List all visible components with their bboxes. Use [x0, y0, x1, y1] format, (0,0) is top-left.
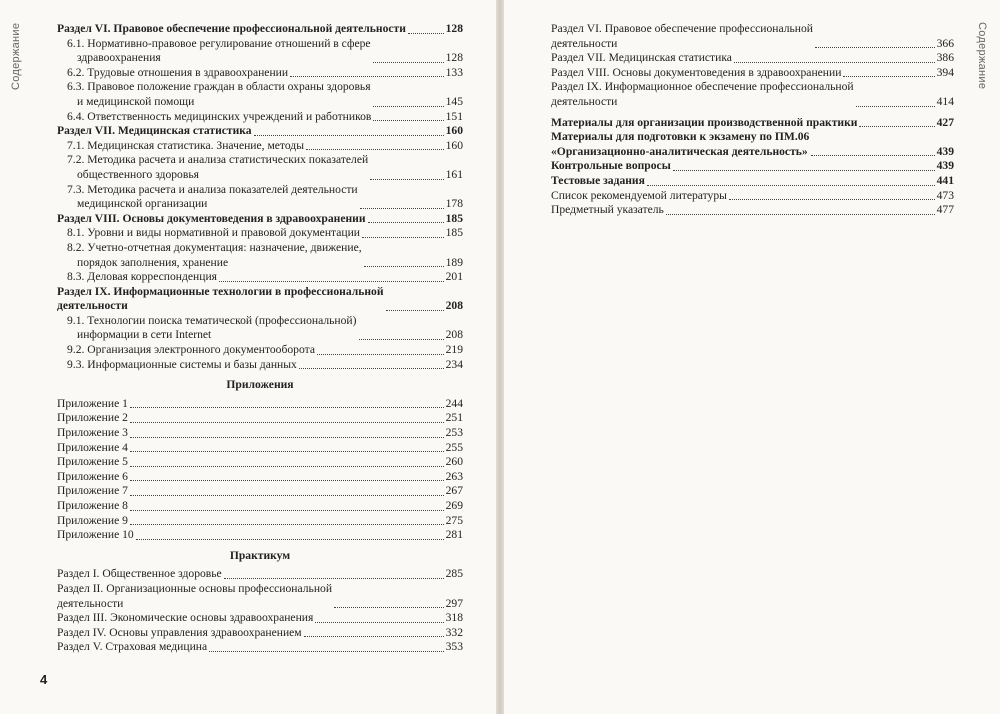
- toc-entry-title: Раздел VI. Правовое обеспечение профессиональной деятельности: [57, 22, 406, 35]
- toc-entry-title: 6.3. Правовое положение граждан в области охраны здоровья и медицинской помощи: [67, 80, 371, 108]
- toc-entry-page: 269: [445, 499, 463, 512]
- dot-leader: [254, 135, 444, 136]
- toc-entry-page: 234: [445, 357, 463, 371]
- dot-leader: [130, 466, 444, 467]
- toc-entry-title: Приложение 9: [57, 513, 128, 527]
- dot-leader: [734, 62, 935, 63]
- toc-entry-title: 8.2. Учетно-отчетная документация: назначение, движение, порядок заполнения, хранение: [67, 240, 362, 269]
- toc-entry[interactable]: [57, 212, 463, 227]
- toc-entry-page: 161: [445, 167, 463, 181]
- dot-leader: [130, 524, 444, 525]
- toc-entry-title: Раздел III. Экономические основы здравоохранения: [57, 611, 314, 625]
- dot-leader: [666, 214, 935, 215]
- toc-entry[interactable]: [551, 51, 954, 66]
- dot-leader: [360, 208, 444, 209]
- toc-entry-title: Приложение 5: [57, 455, 128, 469]
- toc-entry[interactable]: [57, 285, 463, 314]
- toc-entry[interactable]: [57, 183, 463, 212]
- toc-entry-title: 8.3. Деловая корреспонденция: [67, 270, 217, 284]
- toc-entry-title: Контрольные вопросы: [551, 159, 671, 173]
- dot-leader: [130, 510, 444, 511]
- toc-entry-page: 244: [445, 396, 463, 410]
- dot-leader: [304, 636, 444, 637]
- toc-entry-page: 208: [445, 299, 463, 313]
- toc-entry-title: 7.1. Медицинская статистика. Значение, методы: [67, 138, 304, 152]
- toc-appendices: [57, 397, 463, 543]
- toc-entry-page: 145: [445, 94, 463, 108]
- toc-entry[interactable]: [57, 139, 463, 154]
- toc-entry-page: 281: [445, 528, 463, 542]
- toc-entry-page: 318: [445, 611, 463, 625]
- toc-entry-page: 439: [936, 159, 954, 173]
- toc-entry-title: Раздел VIII. Основы документоведения в здравоохранении: [551, 65, 842, 79]
- toc-entry[interactable]: [57, 484, 463, 499]
- dot-leader: [408, 33, 444, 34]
- toc-entry-page: 297: [445, 596, 463, 610]
- running-head-right: Содержание: [976, 22, 988, 90]
- toc-entry-title: Тестовые задания: [551, 173, 645, 187]
- toc-entry[interactable]: [57, 441, 463, 456]
- toc-entry[interactable]: [551, 130, 954, 159]
- dot-leader: [815, 47, 935, 48]
- toc-entry-title: 6.1. Нормативно-правовое регулирование отношений в сфере здравоохранения: [67, 36, 371, 65]
- toc-entry[interactable]: [57, 358, 463, 373]
- toc-entry-page: 151: [445, 109, 463, 123]
- toc-entry[interactable]: [57, 426, 463, 441]
- toc-entry-page: 427: [936, 115, 954, 129]
- dot-leader: [306, 149, 444, 150]
- dot-leader: [315, 622, 443, 623]
- dot-leader: [373, 106, 444, 107]
- dot-leader: [136, 539, 444, 540]
- toc-entry[interactable]: [551, 189, 954, 204]
- dot-leader: [729, 199, 935, 200]
- toc-entry-title: Раздел IX. Информационные технологии в профессиональной деятельности: [57, 284, 384, 313]
- toc-entry-title: 6.2. Трудовые отношения в здравоохранении: [67, 65, 289, 79]
- toc-entry-page: 394: [936, 65, 954, 79]
- toc-entry[interactable]: [57, 226, 463, 241]
- toc-right-column: [551, 22, 954, 218]
- dot-leader: [209, 651, 443, 652]
- dot-leader: [368, 222, 444, 223]
- toc-entry-page: 414: [936, 94, 954, 108]
- toc-entry[interactable]: [551, 116, 954, 131]
- toc-entry-title: 7.2. Методика расчета и анализа статистических показателей общественного здоровья: [67, 153, 369, 181]
- toc-entry[interactable]: [57, 22, 463, 37]
- toc-entry-page: 133: [445, 65, 463, 79]
- toc-entry[interactable]: [57, 153, 463, 182]
- toc-sections: [57, 22, 463, 372]
- toc-entry[interactable]: [57, 314, 463, 343]
- dot-leader: [373, 120, 443, 121]
- dot-leader: [299, 368, 444, 369]
- toc-entry-page: 208: [445, 328, 463, 342]
- toc-entry[interactable]: [57, 626, 463, 641]
- running-head-left: Содержание: [10, 22, 22, 90]
- toc-entry-page: 185: [445, 226, 463, 240]
- toc-entry-page: 275: [445, 513, 463, 527]
- toc-entry-page: 255: [445, 440, 463, 454]
- toc-entry[interactable]: [57, 80, 463, 109]
- toc-entry-title: Материалы для организации производственной практики: [551, 115, 858, 129]
- dot-leader: [130, 495, 444, 496]
- toc-entry-page: 267: [445, 484, 463, 498]
- toc-entry[interactable]: [57, 455, 463, 470]
- toc-entry-page: 477: [936, 203, 954, 217]
- toc-entry-title: Раздел VII. Медицинская статистика: [551, 51, 732, 65]
- toc-entry-page: 441: [936, 173, 954, 187]
- page-number: 4: [40, 672, 48, 687]
- toc-entry-page: 185: [445, 211, 463, 225]
- toc-entry-title: Приложение 6: [57, 469, 128, 483]
- toc-entry[interactable]: [57, 124, 463, 139]
- toc-entry[interactable]: [57, 397, 463, 412]
- dot-leader: [224, 578, 444, 579]
- dot-leader: [219, 281, 444, 282]
- toc-entry[interactable]: [57, 567, 463, 582]
- dot-leader: [856, 106, 935, 107]
- toc-entry-title: 8.1. Уровни и виды нормативной и правовой документации: [67, 226, 360, 240]
- toc-entry-title: Приложение 10: [57, 528, 134, 542]
- dot-leader: [386, 310, 444, 311]
- toc-entry-title: Раздел VI. Правовое обеспечение профессиональной деятельности: [551, 22, 813, 50]
- toc-entry-title: Раздел V. Страховая медицина: [57, 640, 208, 654]
- toc-entry-title: Раздел II. Организационные основы профессиональной деятельности: [57, 581, 333, 610]
- toc-entry[interactable]: [57, 270, 463, 285]
- toc-entry-title: 9.2. Организация электронного документооборота: [67, 343, 315, 357]
- toc-entry-title: Раздел VIII. Основы документоведения в здравоохранении: [57, 211, 366, 225]
- toc-entry-title: Приложение 7: [57, 484, 128, 498]
- dot-leader: [317, 354, 444, 355]
- toc-entry-title: Приложение 2: [57, 411, 128, 425]
- toc-entry-title: Раздел IV. Основы управления здравоохранением: [57, 625, 302, 639]
- toc-entry-page: 366: [936, 36, 954, 50]
- toc-entry-page: 473: [936, 188, 954, 202]
- toc-entry-page: 253: [445, 426, 463, 440]
- toc-entry[interactable]: [57, 110, 463, 125]
- toc-entry[interactable]: [57, 470, 463, 485]
- toc-entry[interactable]: [551, 203, 954, 218]
- dot-leader: [362, 237, 444, 238]
- toc-entry-page: 260: [445, 455, 463, 469]
- dot-leader: [130, 451, 444, 452]
- toc-practicum-left: [57, 567, 463, 655]
- toc-extras: [551, 116, 954, 218]
- toc-entry-page: 332: [445, 625, 463, 639]
- dot-leader: [811, 155, 934, 156]
- dot-leader: [647, 185, 935, 186]
- dot-leader: [843, 76, 934, 77]
- toc-entry-title: Материалы для подготовки к экзамену по ПМ.06 «Организационно-аналитическая деятельность»: [551, 130, 810, 158]
- toc-entry-title: Приложение 8: [57, 499, 128, 512]
- toc-entry-page: 439: [936, 144, 954, 158]
- dot-leader: [370, 179, 443, 180]
- toc-entry-title: Раздел VII. Медицинская статистика: [57, 124, 252, 138]
- toc-entry-title: Приложение 1: [57, 396, 128, 410]
- toc-entry[interactable]: [551, 66, 954, 81]
- toc-entry-page: 251: [445, 411, 463, 425]
- dot-leader: [130, 422, 444, 423]
- toc-entry-page: 189: [445, 255, 463, 269]
- toc-entry[interactable]: [551, 174, 954, 189]
- toc-practicum-right: [551, 22, 954, 110]
- toc-entry-page: 201: [445, 270, 463, 284]
- toc-left-column: [57, 22, 463, 655]
- dot-leader: [859, 126, 934, 127]
- toc-entry[interactable]: [57, 37, 463, 66]
- toc-entry-page: 160: [445, 124, 463, 138]
- toc-entry[interactable]: [57, 66, 463, 81]
- toc-entry-page: 219: [445, 343, 463, 357]
- dot-leader: [673, 170, 935, 171]
- toc-entry[interactable]: [551, 159, 954, 174]
- toc-entry-page: 178: [445, 197, 463, 211]
- appendix-heading: Приложения: [226, 378, 294, 392]
- toc-entry[interactable]: [57, 514, 463, 529]
- dot-leader: [130, 407, 444, 408]
- toc-entry-title: 6.4. Ответственность медицинских учреждений и работников: [67, 109, 372, 123]
- toc-entry-page: 285: [445, 567, 463, 581]
- toc-entry[interactable]: [57, 582, 463, 611]
- dot-leader: [334, 607, 444, 608]
- book-gutter: [496, 0, 504, 714]
- toc-entry[interactable]: [57, 528, 463, 543]
- toc-entry-page: 263: [445, 469, 463, 483]
- toc-entry-title: Предметный указатель: [551, 203, 664, 217]
- toc-entry-title: Раздел I. Общественное здоровье: [57, 567, 222, 581]
- toc-entry-title: Список рекомендуемой литературы: [551, 188, 727, 202]
- toc-entry-page: 160: [445, 138, 463, 152]
- toc-entry[interactable]: [57, 241, 463, 270]
- dot-leader: [373, 62, 444, 63]
- toc-entry-page: 353: [445, 640, 463, 654]
- practicum-heading: Практикум: [229, 548, 291, 562]
- toc-entry[interactable]: [57, 411, 463, 426]
- toc-entry-title: Приложение 4: [57, 440, 128, 454]
- toc-entry-page: 128: [445, 22, 463, 35]
- toc-entry-title: Приложение 3: [57, 426, 128, 440]
- toc-entry-page: 128: [445, 51, 463, 65]
- toc-entry-title: 7.3. Методика расчета и анализа показателей деятельности медицинской организации: [67, 182, 358, 211]
- toc-entry-title: Раздел IX. Информационное обеспечение профессиональной деятельности: [551, 80, 854, 108]
- toc-entry[interactable]: [57, 611, 463, 626]
- toc-entry-page: 386: [936, 51, 954, 65]
- toc-entry-title: 9.3. Информационные системы и базы данных: [67, 357, 297, 371]
- dot-leader: [130, 437, 444, 438]
- toc-entry-title: 9.1. Технологии поиска тематической (профессиональной) информации в сети Internet: [67, 313, 357, 342]
- dot-leader: [359, 339, 444, 340]
- toc-entry[interactable]: [57, 343, 463, 358]
- dot-leader: [364, 266, 444, 267]
- toc-entry[interactable]: [57, 640, 463, 655]
- toc-entry[interactable]: [551, 22, 954, 51]
- toc-entry[interactable]: [57, 499, 463, 514]
- dot-leader: [130, 480, 444, 481]
- dot-leader: [290, 76, 444, 77]
- toc-entry[interactable]: [551, 80, 954, 109]
